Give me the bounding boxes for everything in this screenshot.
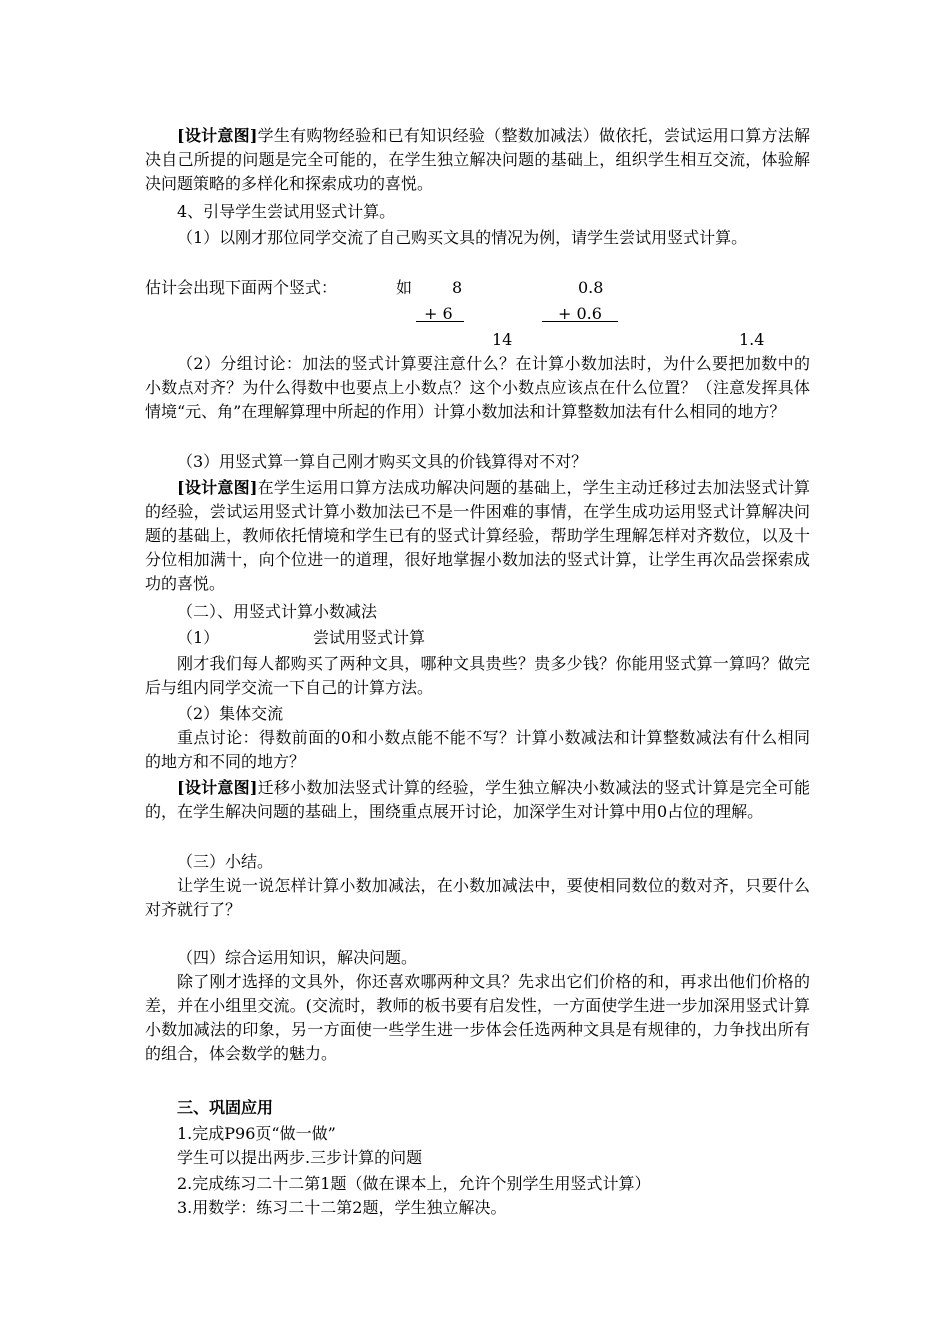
part-3-item-1: 1.完成P96页“做一做”: [177, 1124, 336, 1143]
calc2-result: 1.4: [739, 330, 765, 349]
step-4-2: （2）分组讨论：加法的竖式计算要注意什么？在计算小数加法时，为什么要把加数中的小数点对齐？为什么得数中也要点上小数点？这个小数点应该点在什么位置？（注意发挥具体情境“元、角”在理解算理中所起的作用）计算小数加法和计算整数加法有什么相同的地方？: [145, 354, 810, 421]
design-intent-tag: [设计意图]: [177, 778, 258, 797]
step-4-heading: 4、引导学生尝试用竖式计算。: [177, 202, 396, 221]
calc2-operand-a: 0.8: [578, 278, 604, 297]
part-3-item-4: 3.用数学：练习二十二第2题，学生独立解决。: [177, 1198, 507, 1217]
section-2-1-number: （1）: [177, 628, 220, 647]
calc2-operand-b: + 0.6: [558, 304, 602, 323]
part-3-item-2: 学生可以提出两步.三步计算的问题: [177, 1148, 423, 1167]
section-2-1-title: 尝试用竖式计算: [313, 628, 426, 647]
section-2-heading: （二）、用竖式计算小数减法: [177, 602, 378, 621]
section-2-2-body: 重点讨论：得数前面的0和小数点能不能不写？计算小数减法和计算整数减法有什么相同的地方和不同的地方？: [145, 728, 810, 771]
section-2-1-body: 刚才我们每人都购买了两种文具，哪种文具贵些？贵多少钱？你能用竖式算一算吗？做完后与组内同学交流一下自己的计算方法。: [145, 654, 810, 697]
example-word: 如: [396, 278, 413, 297]
section-4-heading: （四）综合运用知识，解决问题。: [177, 948, 418, 967]
section-4-body: 除了刚才选择的文具外，你还喜欢哪两种文具？先求出它们价格的和，再求出他们价格的差，并在小组里交流。(交流时，教师的板书要有启发性，一方面使学生进一步加深用竖式计算小数加减法的印象，另一方面使一些学生进一步体会任选两种文具是有规律的，力争找出所有的组合，体会数学的魅力。: [145, 972, 810, 1063]
calc1-operand-a: 8: [452, 278, 463, 297]
section-3-body: 让学生说一说怎样计算小数加减法，在小数加减法中，要使相同数位的数对齐，只要什么对齐就行了？: [145, 876, 810, 919]
design-intent-3: [145, 776, 810, 824]
design-intent-text: 学生有购物经验和已有知识经验（整数加减法）做依托，尝试运用口算方法解决自己所提的问题是完全可能的，在学生独立解决问题的基础上，组织学生相互交流，体验解决问题策略的多样化和探索成功的喜悦。: [145, 126, 810, 193]
calc1-rule: [416, 321, 464, 322]
calc1-result: 14: [492, 330, 513, 349]
design-intent-2: [145, 476, 810, 596]
part-3-item-3: 2.完成练习二十二第1题（做在课本上，允许个别学生用竖式计算）: [177, 1174, 651, 1193]
design-intent-1: [145, 124, 810, 196]
calc2-rule: [542, 321, 618, 322]
design-intent-text: 迁移小数加法竖式计算的经验，学生独立解决小数减法的竖式计算是完全可能的，在学生解决问题的基础上，围绕重点展开讨论，加深学生对计算中用0占位的理解。: [145, 778, 810, 821]
step-4-3: （3）用竖式算一算自己刚才购买文具的价钱算得对不对？: [177, 452, 588, 471]
design-intent-tag: [设计意图]: [177, 478, 258, 497]
design-intent-text: 在学生运用口算方法成功解决问题的基础上，学生主动迁移过去加法竖式计算的经验，尝试运用竖式计算小数加法已不是一件困难的事情，在学生成功运用竖式计算解决问题的基础上，教师依托情境和学生已有的竖式计算经验，帮助学生理解怎样对齐数位，以及十分位相加满十，向个位进一的道理，很好地掌握小数加法的竖式计算，让学生再次品尝探索成功的喜悦。: [145, 478, 810, 593]
design-intent-tag: [设计意图]: [177, 126, 258, 145]
part-3-title: 三、巩固应用: [177, 1098, 274, 1117]
step-4-1: （1）以刚才那位同学交流了自己购买文具的情况为例，请学生尝试用竖式计算。: [177, 228, 748, 247]
section-3-heading: （三）小结。: [177, 852, 274, 871]
section-2-2-heading: （2）集体交流: [177, 704, 284, 723]
calc1-operand-b: + 6: [424, 304, 453, 323]
estimate-label: 估计会出现下面两个竖式：: [145, 278, 338, 297]
